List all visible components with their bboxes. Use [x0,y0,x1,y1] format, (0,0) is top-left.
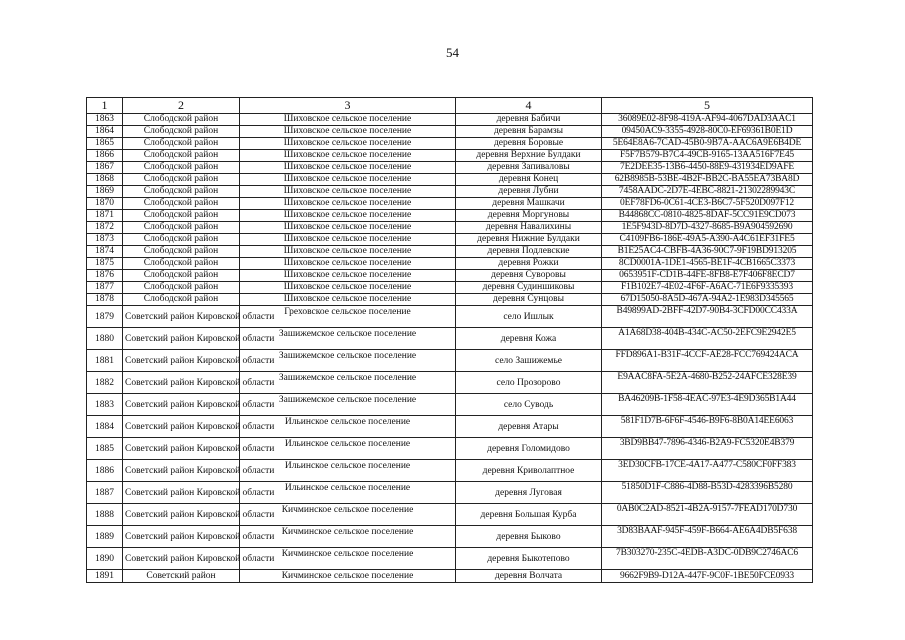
table-row [87,162,813,174]
row-number-cell: 1867 [87,162,123,174]
table-row [87,526,813,548]
row-number-cell: 1872 [87,222,123,234]
guid-cell: 581F1D7B-6F6F-4546-B9F6-8B0A14EE6063 [602,416,813,438]
row-number-cell: 1875 [87,258,123,270]
locality-cell: деревня Барамзы [456,126,602,138]
row-number-cell: 1890 [87,548,123,570]
row-number-cell: 1884 [87,416,123,438]
district-cell: Слободской район [123,186,240,198]
table-row [87,416,813,438]
row-number-cell: 1880 [87,328,123,350]
table-row [87,234,813,246]
locality-cell: деревня Запиваловы [456,162,602,174]
district-cell: Советский район Кировской области [123,438,240,460]
locality-cell: деревня Боровые [456,138,602,150]
settlement-cell: Шиховское сельское поселение [240,126,456,138]
settlement-cell: Шиховское сельское поселение [240,258,456,270]
guid-cell: C4109FB6-186E-49A5-A390-A4C61EF31FE5 [602,234,813,246]
settlements-table [86,97,813,583]
settlement-cell: Зашижемское сельское поселение [240,350,456,372]
guid-cell: 09450AC9-3355-4928-80C0-EF69361B0E1D [602,126,813,138]
table-row [87,174,813,186]
settlement-cell: Кичминское сельское поселение [240,548,456,570]
table-row [87,138,813,150]
row-number-cell: 1873 [87,234,123,246]
table-row [87,294,813,306]
table-row [87,548,813,570]
row-number-cell: 1864 [87,126,123,138]
locality-cell: деревня Верхние Булдаки [456,150,602,162]
table-row [87,150,813,162]
locality-cell: село Прозорово [456,372,602,394]
locality-cell: деревня Подлевские [456,246,602,258]
locality-cell: деревня Машкачи [456,198,602,210]
guid-cell: 7E2DEE35-13B6-4450-88E9-431934ED9AFE [602,162,813,174]
row-number-cell: 1889 [87,526,123,548]
district-cell: Слободской район [123,282,240,294]
row-number-cell: 1871 [87,210,123,222]
table-row [87,482,813,504]
table-row [87,246,813,258]
guid-cell: B44868CC-0810-4825-8DAF-5CC91E9CD073 [602,210,813,222]
page-number: 54 [446,45,459,60]
row-number-cell: 1876 [87,270,123,282]
district-cell: Слободской район [123,174,240,186]
column-header: 1 [87,98,123,114]
district-cell: Советский район Кировской области [123,460,240,482]
row-number-cell: 1886 [87,460,123,482]
row-number-cell: 1869 [87,186,123,198]
locality-cell: деревня Быково [456,526,602,548]
settlement-cell: Шиховское сельское поселение [240,246,456,258]
table-row [87,198,813,210]
guid-cell: 3ED30CFB-17CE-4A17-A477-C580CF0FF383 [602,460,813,482]
row-number-cell: 1863 [87,114,123,126]
column-header: 4 [456,98,602,114]
table-body [87,114,813,583]
settlement-cell: Кичминское сельское поселение [240,526,456,548]
settlement-cell: Шиховское сельское поселение [240,162,456,174]
locality-cell: село Суводь [456,394,602,416]
row-number-cell: 1881 [87,350,123,372]
column-header: 2 [123,98,240,114]
settlement-cell: Ильинское сельское поселение [240,416,456,438]
row-number-cell: 1878 [87,294,123,306]
settlement-cell: Греховское сельское поселение [240,306,456,328]
settlement-cell: Шиховское сельское поселение [240,234,456,246]
settlement-cell: Кичминское сельское поселение [240,504,456,526]
district-cell: Советский район Кировской области [123,306,240,328]
locality-cell: деревня Сунцовы [456,294,602,306]
settlement-cell: Шиховское сельское поселение [240,282,456,294]
locality-cell: деревня Навалихины [456,222,602,234]
locality-cell: село Ишлык [456,306,602,328]
settlement-cell: Шиховское сельское поселение [240,210,456,222]
table-row [87,186,813,198]
district-cell: Советский район Кировской области [123,416,240,438]
row-number-cell: 1879 [87,306,123,328]
locality-cell: деревня Бабичи [456,114,602,126]
locality-cell: деревня Атары [456,416,602,438]
guid-cell: F5F7B579-B7C4-49CB-9165-13AA516F7E45 [602,150,813,162]
table-row [87,350,813,372]
district-cell: Слободской район [123,138,240,150]
guid-cell: 62B8985B-53BE-4B2F-BB2C-BA55EA73BA8D [602,174,813,186]
table-header-row [87,98,813,114]
locality-cell: деревня Волчата [456,570,602,583]
guid-cell: 7B303270-235C-4EDB-A3DC-0DB9C2746AC6 [602,548,813,570]
locality-cell: село Зашижемье [456,350,602,372]
settlement-cell: Зашижемское сельское поселение [240,394,456,416]
table-row [87,258,813,270]
table-row [87,328,813,350]
district-cell: Советский район Кировской области [123,328,240,350]
row-number-cell: 1883 [87,394,123,416]
row-number-cell: 1885 [87,438,123,460]
guid-cell: 0EF78FD6-0C61-4CE3-B6C7-5F520D097F12 [602,198,813,210]
settlement-cell: Шиховское сельское поселение [240,198,456,210]
settlement-cell: Кичминское сельское поселение [240,570,456,583]
locality-cell: деревня Нижние Булдаки [456,234,602,246]
district-cell: Советский район Кировской области [123,526,240,548]
settlement-cell: Шиховское сельское поселение [240,186,456,198]
table-row [87,306,813,328]
settlement-cell: Ильинское сельское поселение [240,482,456,504]
row-number-cell: 1887 [87,482,123,504]
guid-cell: E9AAC8FA-5E2A-4680-B252-24AFCE328E39 [602,372,813,394]
district-cell: Слободской район [123,150,240,162]
locality-cell: деревня Рожки [456,258,602,270]
row-number-cell: 1874 [87,246,123,258]
locality-cell: деревня Суворовы [456,270,602,282]
table-row [87,460,813,482]
district-cell: Советский район Кировской области [123,350,240,372]
guid-cell: B1E25AC4-CBFB-4A36-90C7-9F19BD913205 [602,246,813,258]
table-row [87,570,813,583]
district-cell: Слободской район [123,246,240,258]
guid-cell: B49899AD-2BFF-42D7-90B4-3CFD00CC433A [602,306,813,328]
district-cell: Слободской район [123,114,240,126]
district-cell: Советский район Кировской области [123,548,240,570]
settlement-cell: Ильинское сельское поселение [240,460,456,482]
table-row [87,126,813,138]
table-row [87,438,813,460]
district-cell: Советский район Кировской области [123,482,240,504]
settlement-cell: Шиховское сельское поселение [240,270,456,282]
district-cell: Слободской район [123,210,240,222]
district-cell: Слободской район [123,294,240,306]
locality-cell: деревня Большая Курба [456,504,602,526]
row-number-cell: 1891 [87,570,123,583]
settlement-cell: Шиховское сельское поселение [240,138,456,150]
district-cell: Слободской район [123,162,240,174]
guid-cell: 51850D1F-C886-4D88-B53D-4283396B5280 [602,482,813,504]
table-row [87,394,813,416]
guid-cell: F1B102E7-4E02-4F6F-A6AC-71E6F9335393 [602,282,813,294]
row-number-cell: 1870 [87,198,123,210]
locality-cell: деревня Криволаптное [456,460,602,482]
guid-cell: 0653951F-CD1B-44FE-8FB8-E7F406F8ECD7 [602,270,813,282]
guid-cell: 3D83BAAF-945F-459F-B664-AE6A4DB5F638 [602,526,813,548]
locality-cell: деревня Быкотепово [456,548,602,570]
table-row [87,210,813,222]
district-cell: Советский район [123,570,240,583]
district-cell: Советский район Кировской области [123,372,240,394]
column-header: 3 [240,98,456,114]
guid-cell: 3BD9BB47-7896-4346-B2A9-FC5320E4B379 [602,438,813,460]
row-number-cell: 1877 [87,282,123,294]
guid-cell: 7458AADC-2D7E-4EBC-8821-21302289943C [602,186,813,198]
settlement-cell: Шиховское сельское поселение [240,294,456,306]
settlement-cell: Шиховское сельское поселение [240,150,456,162]
guid-cell: 8CD0001A-1DE1-4565-BE1F-4CB1665C3373 [602,258,813,270]
district-cell: Слободской район [123,198,240,210]
locality-cell: деревня Конец [456,174,602,186]
row-number-cell: 1865 [87,138,123,150]
guid-cell: 1E5F943D-8D7D-4327-8685-B9A904592690 [602,222,813,234]
district-cell: Советский район Кировской области [123,504,240,526]
guid-cell: FFD896A1-B31F-4CCF-AE28-FCC769424ACA [602,350,813,372]
locality-cell: деревня Судиншиковы [456,282,602,294]
guid-cell: A1A68D38-404B-434C-AC50-2EFC9E2942E5 [602,328,813,350]
settlement-cell: Зашижемское сельское поселение [240,328,456,350]
district-cell: Слободской район [123,222,240,234]
table-row [87,270,813,282]
row-number-cell: 1866 [87,150,123,162]
guid-cell: 9662F9B9-D12A-447F-9C0F-1BE50FCE0933 [602,570,813,583]
table-row [87,372,813,394]
district-cell: Слободской район [123,126,240,138]
settlement-cell: Зашижемское сельское поселение [240,372,456,394]
guid-cell: 67D15050-8A5D-467A-94A2-1E983D345565 [602,294,813,306]
settlement-cell: Ильинское сельское поселение [240,438,456,460]
district-cell: Слободской район [123,270,240,282]
district-cell: Слободской район [123,234,240,246]
guid-cell: 36089E02-8F98-419A-AF94-4067DAD3AAC1 [602,114,813,126]
row-number-cell: 1882 [87,372,123,394]
locality-cell: деревня Кожа [456,328,602,350]
table-row [87,504,813,526]
locality-cell: деревня Лубни [456,186,602,198]
district-cell: Советский район Кировской области [123,394,240,416]
locality-cell: деревня Моргуновы [456,210,602,222]
guid-cell: BA46209B-1F58-4EAC-97E3-4E9D365B1A44 [602,394,813,416]
guid-cell: 0AB0C2AD-8521-4B2A-9157-7FEAD170D730 [602,504,813,526]
settlement-cell: Шиховское сельское поселение [240,174,456,186]
guid-cell: 5E64E8A6-7CAD-45B0-9B7A-AAC6A9E6B4DE [602,138,813,150]
locality-cell: деревня Голомидово [456,438,602,460]
locality-cell: деревня Луговая [456,482,602,504]
district-cell: Слободской район [123,258,240,270]
column-header: 5 [602,98,813,114]
row-number-cell: 1888 [87,504,123,526]
table-row [87,222,813,234]
row-number-cell: 1868 [87,174,123,186]
table-row [87,114,813,126]
settlement-cell: Шиховское сельское поселение [240,114,456,126]
settlement-cell: Шиховское сельское поселение [240,222,456,234]
table-row [87,282,813,294]
